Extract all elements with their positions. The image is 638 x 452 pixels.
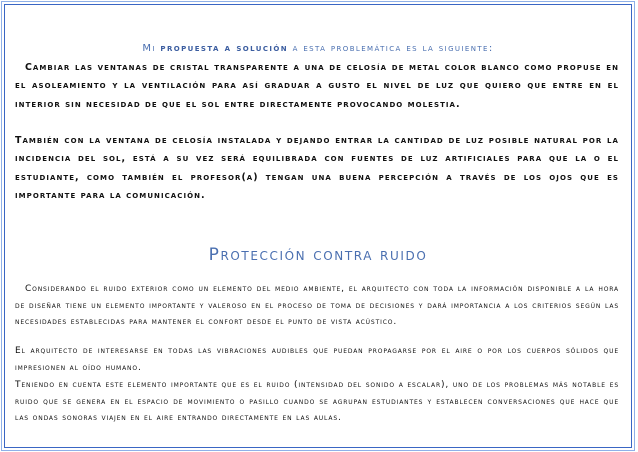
page-frame: [4, 4, 632, 448]
paragraph-window-proposal: [15, 59, 619, 114]
intro-bold: propuesta a solución: [160, 43, 288, 54]
noise-paragraph-3: [15, 377, 619, 427]
intro-prefix: Mi: [142, 43, 156, 54]
paragraph-1-text: Cambiar las ventanas de cristal transparente a una de celosía de metal color blanco como propuse en el asoleamiento y la ventilación para así graduar a gusto el nivel de luz que quiero que entre en el interior sin necesidad de que el sol entre directamente provocando molestia.: [15, 62, 619, 110]
noise-paragraph-2-text: El arquitecto de interesarse en todas las vibraciones audibles que puedan propagarse por el aire o por los cuerpos sólidos que impresionen al oído humano.: [15, 346, 619, 373]
noise-paragraph-3-text: Teniendo en cuenta este elemento importante que es el ruido (intensidad del sonido a escalar), uno de los problemas más notable es ruido que se genera en el espacio de movimiento o pasillo cuando se agrupan estudiantes y establecen conversaciones que hace que las ondas sonoras viajen en el aire entrando directamente en las aulas.: [15, 380, 619, 424]
paragraph-lighting: [15, 132, 619, 205]
noise-paragraph-2: [15, 343, 619, 376]
intro-heading: [5, 43, 631, 54]
section-title: Protección contra ruido: [208, 245, 428, 265]
noise-paragraph-1-text: Considerando el ruido exterior como un elemento del medio ambiente, el arquitecto con toda la información disponible a la hora de diseñar tiene un elemento importante y valeroso en el proceso de toma de decisiones y dará importancia a los criterios según las necesidades establecidas para mantener el confort desde el punto de vista acústico.: [15, 284, 619, 328]
paragraph-2-text: También con la ventana de celosía instalada y dejando entrar la cantidad de luz posible natural por la incidencia del sol, está a su vez será equilibrada con fuentes de luz artificiales para que la o el estudiante, como también el profesor(a) tengan una buena percepción a través de los ojos que es importante para la comunicación.: [15, 135, 619, 201]
intro-suffix: a esta problemática es la siguiente:: [292, 43, 494, 54]
noise-paragraph-1: [15, 281, 619, 331]
